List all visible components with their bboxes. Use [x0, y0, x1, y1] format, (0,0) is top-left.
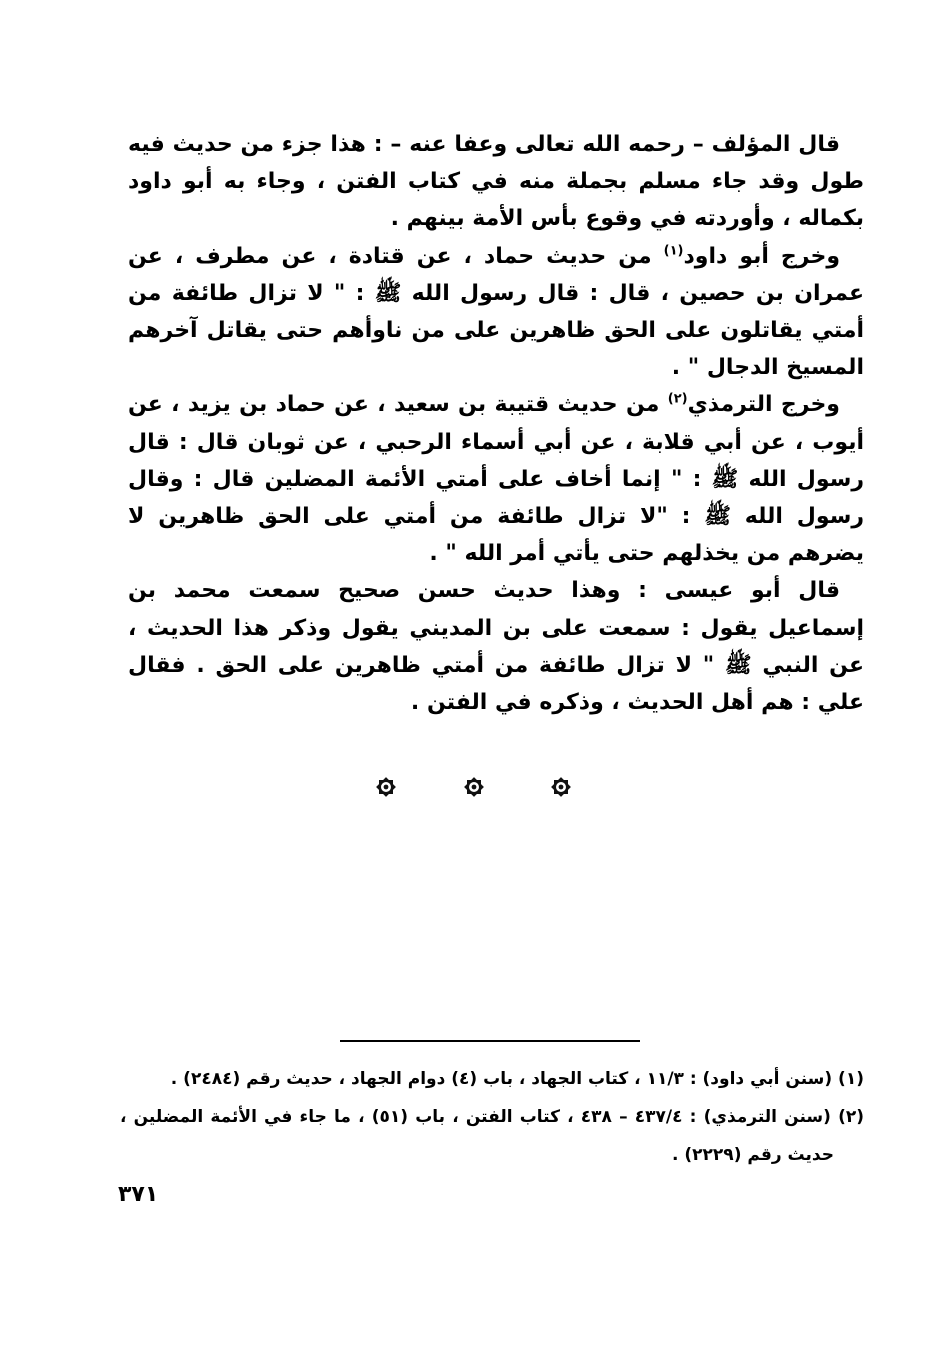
paragraph-4: قال أبو عيسى : وهذا حديث حسن صحيح سمعت محمد بن إسماعيل يقول : سمعت على بن المديني يقول وذكر هذا الحديث ، عن النبي ﷺ " لا تزال طائفة من أمتي ظاهرين على الحق . فقال علي : هم أهل الحديث ، وذكره في الفتن . — [128, 578, 864, 716]
page-number: ٣٧١ — [118, 1182, 159, 1207]
footnote-separator — [340, 1040, 640, 1042]
ornament-icon — [461, 774, 487, 800]
footnote-ref-1[interactable]: (١) — [663, 243, 684, 259]
paragraph-2-lead: وخرج أبو داود — [683, 243, 840, 269]
paragraph-1: قال المؤلف – رحمه الله تعالى وعفا عنه – : هذا جزء من حديث فيه طول وقد جاء مسلم بجملة منه في كتاب الفتن ، وجاء به أبو داود بكماله ، وأوردته في وقوع بأس الأمة بينهم . — [128, 132, 864, 232]
body-text — [128, 126, 864, 721]
paragraph-2 — [128, 238, 864, 387]
paragraph-3-rest: من حديث قتيبة بن سعيد ، عن حماد بن يزيد ، عن أيوب ، عن أبي قلابة ، عن أبي أسماء الرحبي ، عن ثوبان قال : قال رسول الله ﷺ : " إنما أخاف على أمتي الأئمة المضلين قال : وقال رسول الله ﷺ : "لا تزال طائفة من أمتي على الحق ظاهرين لا يضرهم من يخذلهم حتى يأتي أمر الله " . — [128, 392, 864, 567]
section-divider — [0, 774, 947, 800]
paragraph-2-rest: من حديث حماد ، عن قتادة ، عن مطرف ، عن عمران بن حصين ، قال : قال رسول الله ﷺ : " لا تزال طائفة من أمتي يقاتلون على الحق ظاهرين على من ناوأهم حتى يقاتل آخرهم المسيخ الدجال " . — [128, 243, 864, 381]
ornament-icon — [548, 774, 574, 800]
footnote-2: (٢) (سنن الترمذي) : ٤٣٧/٤ – ٤٣٨ ، كتاب الفتن ، باب (٥١) ، ما جاء في الأئمة المضلين ، حديث رقم (٢٢٢٩) . — [120, 1107, 865, 1165]
footnote-ref-2[interactable]: (٢) — [667, 392, 688, 408]
footnotes — [120, 1060, 864, 1174]
paragraph-3-lead: وخرج الترمذي — [687, 392, 840, 418]
paragraph-3 — [128, 386, 864, 572]
ornament-icon — [373, 774, 399, 800]
footnote-1: (١) (سنن أبي داود) : ١١/٣ ، كتاب الجهاد ، باب (٤) دوام الجهاد ، حديث رقم (٢٤٨٤) . — [170, 1069, 864, 1089]
